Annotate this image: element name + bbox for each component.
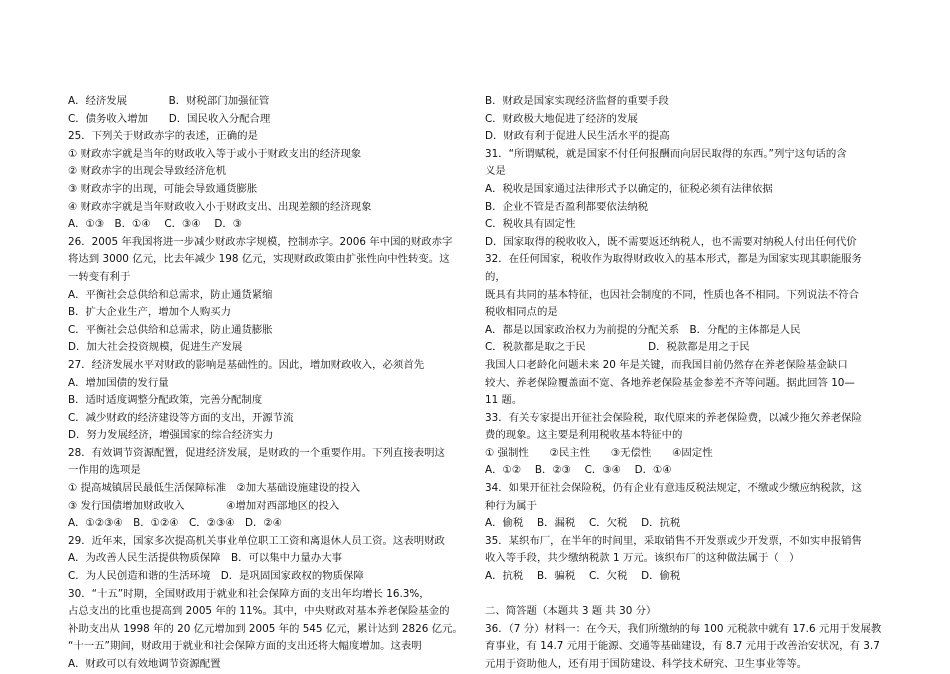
right-text-line: ① 强制性 ②民主性 ③无偿性 ④固定性 (485, 446, 713, 459)
right-text-line: 11 题。 (485, 394, 523, 407)
left-text-line: ④ 财政赤字就是当年财政收入小于财政支出、出现差额的经济现象 (68, 200, 372, 213)
left-text-line: ① 提高城镇居民最低生活保障标准 ②加大基础设施建设的投入 (68, 482, 361, 495)
right-text-line: 二、简答题（本题共 3 题 共 30 分） (485, 605, 657, 618)
right-column (485, 93, 885, 674)
right-text-line: A．都是以国家政治权力为前提的分配关系 B．分配的主体都是人民 (485, 323, 801, 336)
right-text-line: 既具有共同的基本特征，也因社会制度的不同，性质也各不相同。下列说法不符合 (485, 288, 860, 301)
left-text-line: “十一五”期间，财政用于就业和社会保障方面的支出还将大幅度增加。这表明 (68, 640, 422, 653)
left-text-line: A．经济发展 B．财税部门加强征管 (68, 95, 270, 107)
left-column (68, 93, 468, 674)
left-text-line: A．平衡社会总供给和总需求，防止通货紧缩 (68, 288, 273, 301)
left-text-line: B．扩大企业生产，增加个人购买力 (68, 306, 231, 319)
left-text-line: 一转变有利于 (68, 270, 131, 283)
left-text-line: ③ 发行国债增加财政收入 ④增加对西部地区的投入 (68, 499, 340, 512)
left-text-line: A．为改善人民生活提供物质保障 B．可以集中力量办大事 (68, 552, 342, 565)
left-text-line: 30．“十五”时期，全国财政用于就业和社会保障方面的支出年均增长 16.3%， (68, 587, 430, 600)
left-text-line: ① 财政赤字就是当年的财政收入等于或小于财政支出的经济现象 (68, 147, 362, 160)
right-text-line: A．抗税 B．骗税 C．欠税 D．偷税 (485, 570, 681, 583)
left-text-line: B．适时适度调整分配政策，完善分配制度 (68, 394, 263, 407)
right-text-line: B．企业不管是否盈利都要依法纳税 (485, 200, 648, 213)
left-text-line: 25．下列关于财政赤字的表述，正确的是 (68, 130, 258, 143)
right-text-line (485, 586, 885, 604)
right-text-line: 32．在任何国家，税收作为取得财政收入的基本形式，都是为国家实现其职能服务 (485, 253, 862, 266)
right-text-line: 元用于资助他人，还有用于国防建设、科学技术研究、卫生事业等等。 (485, 658, 808, 670)
right-text-line: 31．“所谓赋税，就是国家不付任何报酬而向居民取得的东西。”列宁这句话的含 (485, 147, 847, 160)
right-text-line: 收入等手段，共少缴纳税款 1 万元。该织布厂的这种做法属于（ ） (485, 552, 800, 565)
right-text-line: 36．（7 分）材料一：在今天，我们所缴纳的每 100 元税款中就有 17.6 元用于发展教 (485, 622, 882, 635)
right-text-line: 育事业，有 14.7 元用于能源、交通等基础建设，有 8.7 元用于改善治安状况，有 3.7 (485, 640, 880, 653)
left-text-line: 29．近年来，国家多次提高机关事业单位职工工资和离退休人员工资。这表明财政 (68, 534, 445, 547)
left-text-line: ② 财政赤字的出现会导致经济危机 (68, 165, 227, 178)
left-text-line: 27．经济发展水平对财政的影响是基础性的。因此，增加财政收入，必须首先 (68, 358, 425, 371)
right-text-line: D．财政有利于促进人民生活水平的提高 (485, 130, 670, 143)
left-text-line: C．为人民创造和谐的生活环境 D．是巩固国家政权的物质保障 (68, 570, 364, 583)
right-text-line: 较大、养老保险覆盖面不宽、各地养老保险基金参差不齐等问题。据此回答 10— (485, 376, 855, 389)
right-text-line: A．税收是国家通过法律形式予以确定的，征税必须有法律依据 (485, 182, 773, 195)
left-text-line: A．增加国债的发行量 (68, 376, 169, 389)
right-text-line: 35．某织布厂，在半年的时间里，采取销售不开发票或少开发票，不如实申报销售 (485, 534, 862, 547)
left-text-line: C．债务收入增加 D．国民收入分配合理 (68, 112, 271, 125)
left-text-line: D．加大社会投资规模，促进生产发展 (68, 341, 243, 354)
left-text-line: D．努力发展经济，增强国家的综合经济实力 (68, 429, 274, 442)
right-text-line: B．财政是国家实现经济监督的重要手段 (485, 95, 669, 107)
right-text-line: D．国家取得的税收收入，既不需要返还纳税人，也不需要对纳税人付出任何代价 (485, 235, 857, 248)
left-text-line: 补助支出从 1998 年的 20 亿元增加到 2005 年的 545 亿元，累计达到 2826 亿元。 (68, 622, 463, 635)
right-text-line: C．税款都是取之于民 D．税款都是用之于民 (485, 341, 750, 354)
right-text-line: 税收相同点的是 (485, 306, 558, 319)
left-text-line: C．减少财政的经济建设等方面的支出，开源节流 (68, 411, 294, 424)
left-text-line: 26．2005 年我国将进一步减少财政赤字规模，控制赤字。2006 年中国的财政赤字 (68, 235, 453, 248)
right-text-line: 34．如果开征社会保险税，仍有企业有意违反税法规定，不缴或少缴应纳税款，这 (485, 482, 862, 495)
right-text-line: 我国人口老龄化问题未来 20 年是关键，而我国目前仍然存在养老保险基金缺口 (485, 358, 848, 371)
right-text-line: 的， (485, 270, 506, 283)
right-text-line: 义是 (485, 165, 506, 178)
left-text-line: 28．有效调节资源配置，促进经济发展，是财政的一个重要作用。下列直接表明这 (68, 446, 445, 459)
left-text-line: 一作用的选项是 (68, 464, 141, 477)
right-text-line: C．税收具有固定性 (485, 218, 576, 231)
right-text-line: 种行为属于 (485, 499, 537, 512)
right-text-line: 费的现象。这主要是利用税收基本特征中的 (485, 429, 683, 442)
right-text-line: 33．有关专家提出开征社会保险税，取代原来的养老保险费，以减少拖欠养老保险 (485, 411, 862, 424)
left-text-line: 占总支出的比重也提高到 2005 年的 11%。其中，中央财政对基本养老保险基金的 (68, 605, 450, 618)
left-text-line: C．平衡社会总供给和总需求，防止通货膨胀 (68, 323, 273, 336)
left-text-line: A．财政可以有效地调节资源配置 (68, 658, 221, 670)
left-text-line: 将达到 3000 亿元，比去年减少 198 亿元，实现财政政策由扩张性向中性转变。这 (68, 253, 450, 266)
left-text-line: ③ 财政赤字的出现，可能会导致通货膨胀 (68, 182, 258, 195)
right-text-line: C．财政极大地促进了经济的发展 (485, 112, 638, 125)
right-text-line: A．①② B．②③ C．③④ D．①④ (485, 464, 672, 477)
left-text-line: A．①②③④ B．①②④ C．②③④ D．②④ (68, 517, 283, 530)
right-text-line: A．偷税 B．漏税 C．欠税 D．抗税 (485, 517, 681, 530)
left-text-line: A．①③ B．①④ C．③④ D．③ (68, 218, 243, 231)
